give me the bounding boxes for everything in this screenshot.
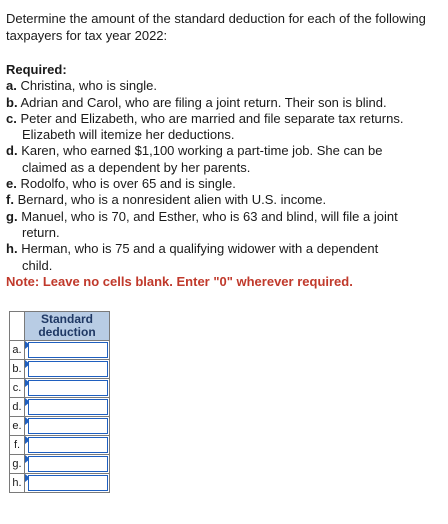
item-g (6, 209, 442, 242)
required-section (6, 62, 442, 290)
header-line-1: Standard (40, 312, 93, 326)
column-header-standard-deduction (25, 312, 110, 341)
table-row (10, 455, 110, 474)
item-a (6, 78, 442, 94)
header-line-2: deduction (38, 325, 96, 339)
answer-input-f[interactable] (28, 437, 108, 453)
instruction-note: Note: Leave no cells blank. Enter "0" wherever required. (6, 273, 353, 289)
row-label: h. (10, 474, 25, 493)
item-letter: f. (6, 192, 14, 208)
table-row (10, 398, 110, 417)
row-label: g. (10, 455, 25, 474)
row-label: f. (10, 436, 25, 455)
answer-input-b[interactable] (28, 361, 108, 377)
item-text: Rodolfo, who is over 65 and is single. (20, 176, 236, 192)
header-blank-cell (10, 312, 25, 341)
item-letter: h. (6, 241, 18, 257)
item-text-continued: return. (22, 224, 60, 240)
answer-cell (25, 398, 110, 417)
table-row (10, 436, 110, 455)
item-letter: b. (6, 94, 18, 110)
answer-input-a[interactable] (28, 342, 108, 358)
item-h (6, 241, 442, 274)
row-label: a. (10, 341, 25, 360)
item-text: Manuel, who is 70, and Esther, who is 63 and blind, will file a joint (21, 208, 398, 224)
row-label: b. (10, 360, 25, 379)
table-row (10, 379, 110, 398)
answer-input-e[interactable] (28, 418, 108, 434)
required-title: Required: (6, 62, 67, 77)
answer-cell (25, 360, 110, 379)
row-label: e. (10, 417, 25, 436)
item-text-continued: claimed as a dependent by her parents. (22, 159, 251, 175)
item-c (6, 111, 442, 144)
item-text: Karen, who earned $1,100 working a part-time job. She can be (21, 143, 383, 159)
row-label: c. (10, 379, 25, 398)
answer-input-d[interactable] (28, 399, 108, 415)
row-label: d. (10, 398, 25, 417)
answer-cell (25, 417, 110, 436)
answer-input-c[interactable] (28, 380, 108, 396)
answer-input-h[interactable] (28, 475, 108, 491)
table-row (10, 360, 110, 379)
item-text: Bernard, who is a nonresident alien with U.S. income. (17, 192, 327, 208)
item-text-continued: child. (22, 257, 53, 273)
answer-cell (25, 474, 110, 493)
item-text: Christina, who is single. (20, 78, 158, 94)
table-row (10, 341, 110, 360)
item-b (6, 95, 442, 111)
item-letter: c. (6, 110, 17, 126)
answer-input-g[interactable] (28, 456, 108, 472)
table-row (10, 417, 110, 436)
item-letter: d. (6, 143, 18, 159)
item-d (6, 143, 442, 176)
item-letter: a. (6, 78, 17, 94)
item-text: Herman, who is 75 and a qualifying widower with a dependent (21, 241, 379, 257)
answer-cell (25, 379, 110, 398)
answer-cell (25, 436, 110, 455)
item-text: Adrian and Carol, who are filing a joint return. Their son is blind. (20, 94, 387, 110)
answer-cell (25, 455, 110, 474)
table-row (10, 474, 110, 493)
answer-cell (25, 341, 110, 360)
item-letter: e. (6, 176, 17, 192)
item-f (6, 192, 442, 208)
item-e (6, 176, 442, 192)
item-text: Peter and Elizabeth, who are married and file separate tax returns. (20, 110, 404, 126)
item-letter: g. (6, 208, 18, 224)
answer-table (9, 311, 110, 493)
item-text-continued: Elizabeth will itemize her deductions. (22, 127, 235, 143)
question-intro: Determine the amount of the standard deduction for each of the following taxpayers for tax year 2022: (6, 11, 426, 43)
table-header-row (10, 312, 110, 341)
